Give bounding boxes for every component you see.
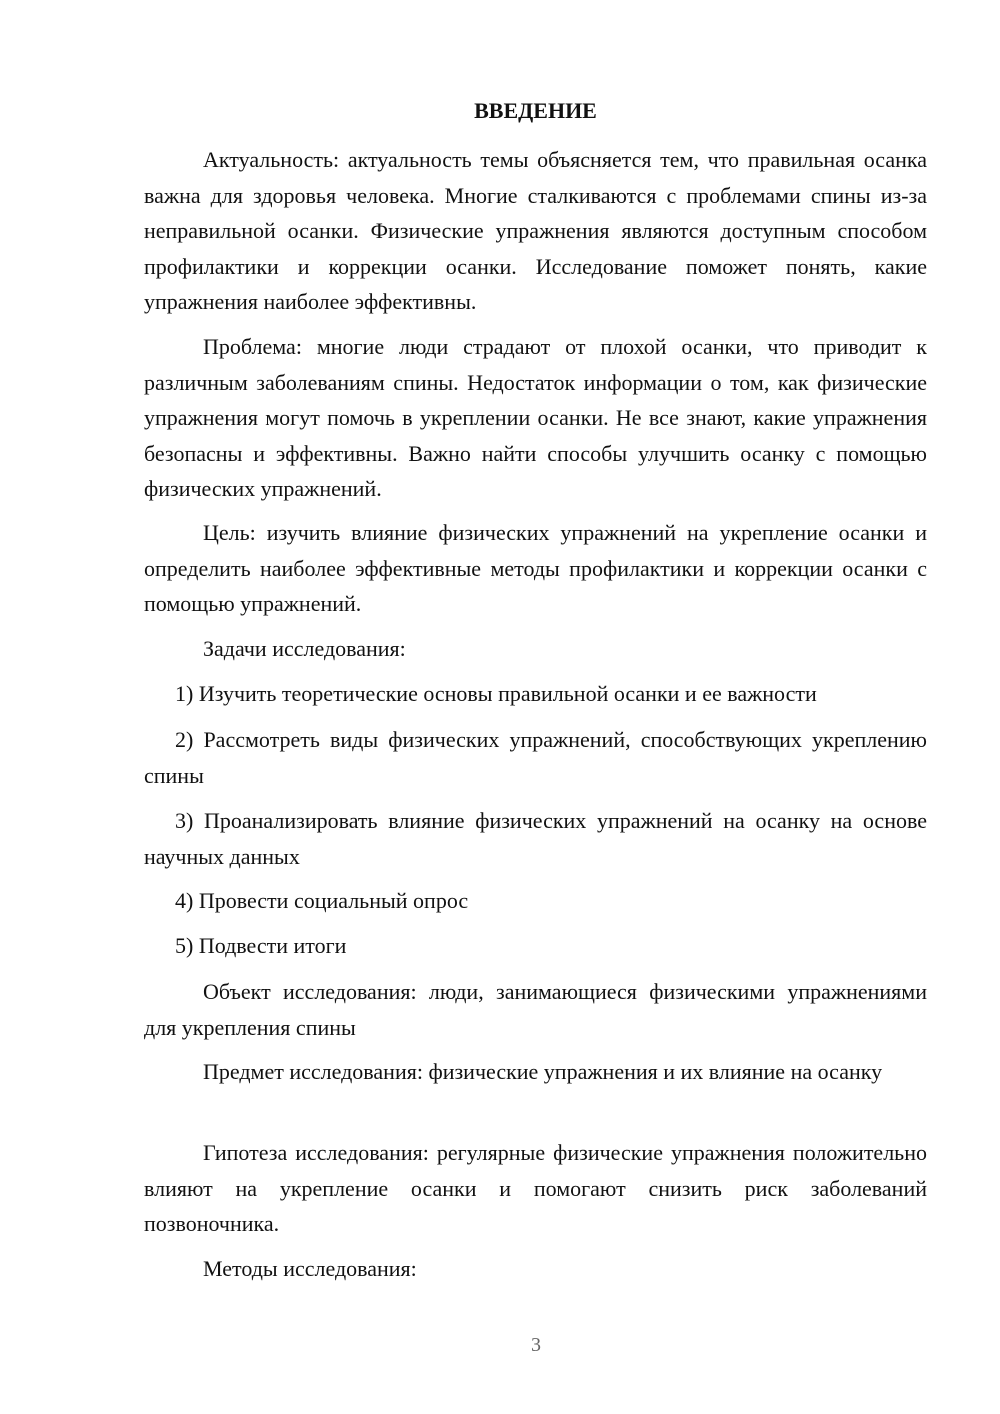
subject-paragraph: Предмет исследования: физические упражнения и их влияние на осанку xyxy=(203,1059,883,1084)
task-item-2: 2) Рассмотреть виды физических упражнений, способствующих укреплению спины xyxy=(144,727,927,788)
task-item-4: 4) Провести социальный опрос xyxy=(175,888,469,913)
task-item-1: 1) Изучить теоретические основы правильной осанки и ее важности xyxy=(175,681,817,706)
tasks-heading: Задачи исследования: xyxy=(203,636,406,661)
methods-heading: Методы исследования: xyxy=(203,1256,417,1281)
object-paragraph: Объект исследования: люди, занимающиеся физическими упражнениями для укрепления спины xyxy=(144,979,927,1040)
hypothesis-paragraph: Гипотеза исследования: регулярные физические упражнения положительно влияют на укрепление осанки и помогают снизить риск заболеваний позвоночника. xyxy=(144,1140,927,1236)
page-title: ВВЕДЕНИЕ xyxy=(474,98,597,123)
goal-paragraph: Цель: изучить влияние физических упражнений на укрепление осанки и определить наиболее эффективные методы профилактики и коррекции осанки с помощью упражнений. xyxy=(144,520,927,616)
problem-paragraph: Проблема: многие люди страдают от плохой осанки, что приводит к различным заболеваниям спины. Недостаток информации о том, как физические упражнения могут помочь в укреплении осанки. Не все знают, какие упражнения безопасны и эффективны. Важно найти способы улучшить осанку с помощью физических упражнений. xyxy=(144,334,927,501)
relevance-paragraph: Актуальность: актуальность темы объясняется тем, что правильная осанка важна для здоровья человека. Многие сталкиваются с проблемами спины из-за неправильной осанки. Физические упражнения являются доступным способом профилактики и коррекции осанки. Исследование поможет понять, какие упражнения наиболее эффективны. xyxy=(144,147,927,314)
task-item-5: 5) Подвести итоги xyxy=(175,933,347,958)
page-number: 3 xyxy=(531,1334,541,1356)
task-item-3: 3) Проанализировать влияние физических упражнений на осанку на основе научных данных xyxy=(144,808,927,869)
